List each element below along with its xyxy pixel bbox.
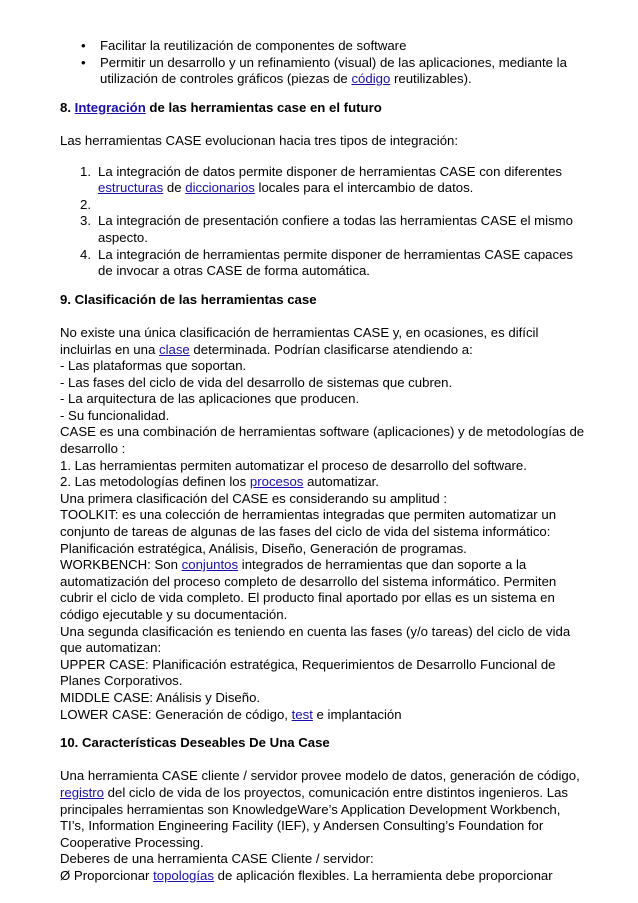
bullet-item: • Permitir un desarrollo y un refinamiento (visual) de las aplicaciones, mediante la utilización de controles gráficos (piezas de código reutilizables). xyxy=(60,55,586,88)
text-line: 1. Las herramientas permiten automatizar el proceso de desarrollo del software. xyxy=(60,457,527,473)
text-line: - Las plataformas que soportan. xyxy=(60,358,247,374)
text-line: - Su funcionalidad. xyxy=(60,407,170,423)
list-item: 4. La integración de herramientas permite disponer de herramientas CASE capaces de invocar a otras CASE de forma automática. xyxy=(80,246,574,279)
text-line: Una primera clasificación del CASE es considerando su amplitud : xyxy=(60,490,448,506)
feature-bullet-list xyxy=(60,38,586,88)
text-line: Planificación estratégica, Análisis, Diseño, Generación de programas. xyxy=(60,540,467,556)
text-line: Deberes de una herramienta CASE Cliente / servidor: xyxy=(60,851,374,867)
section-9-heading: 9. Clasificación de las herramientas case xyxy=(60,291,317,307)
section-10-body xyxy=(60,768,586,884)
integration-list xyxy=(60,164,586,280)
link-diccionarios[interactable]: diccionarios xyxy=(185,180,255,196)
link-topologias[interactable]: topologías xyxy=(153,867,214,883)
link-test[interactable]: test xyxy=(291,706,313,722)
text-line: UPPER CASE: Planificación estratégica, Requerimientos de Desarrollo Funcional de Planes Corporativos. xyxy=(60,656,556,689)
text-line: - Las fases del ciclo de vida del desarrollo de sistemas que cubren. xyxy=(60,374,453,390)
text-line: TOOLKIT: es una colección de herramientas integradas que permiten automatizar un conjunto de tareas de algunas de las fases del ciclo de vida del sistema informático: xyxy=(60,507,557,540)
text-line: LOWER CASE: Generación de código, test e implantación xyxy=(60,706,402,722)
link-codigo[interactable]: código xyxy=(351,71,391,87)
text-line: 2. Las metodologías definen los procesos automatizar. xyxy=(60,474,379,490)
bullet-item: • Facilitar la reutilización de componentes de software xyxy=(60,38,586,55)
text-line: MIDDLE CASE: Análisis y Diseño. xyxy=(60,689,261,705)
text-line: WORKBENCH: Son conjuntos integrados de herramientas que dan soporte a la automatización del proceso completo de desarrollo del sistema informático. Permiten cubrir el ciclo de vida completo. El producto final aportado por ellas es un sistema en código ejecutable y su documentación. xyxy=(60,557,557,622)
section-10-heading: 10. Características Deseables De Una Case xyxy=(60,735,330,751)
text-line: Una herramienta CASE cliente / servidor provee modelo de datos, generación de código, registro del ciclo de vida de los proyectos, comunicación entre distintos ingenieros. Las principales herramientas son KnowledgeWare’s Application Development Workbench, TI’s, Information Engineering Facility (IEF), y Andersen Consulting’s Foundation for Cooperative Processing. xyxy=(60,768,580,850)
list-item: 1. La integración de datos permite disponer de herramientas CASE con diferentes estructuras de diccionarios locales para el intercambio de datos. xyxy=(80,163,563,196)
list-item: 3. La integración de presentación confiere a todas las herramientas CASE el mismo aspecto. xyxy=(80,213,574,245)
text-line: Una segunda clasificación es teniendo en cuenta las fases (y/o tareas) del ciclo de vida que automatizan: xyxy=(60,623,571,656)
link-clase[interactable]: clase xyxy=(158,341,190,357)
link-registro[interactable]: registro xyxy=(60,784,104,800)
text-line: Ø Proporcionar topologías de aplicación flexibles. La herramienta debe proporcionar xyxy=(60,867,553,883)
list-item: 2. xyxy=(80,196,91,212)
section-8-heading: 8. Integración de las herramientas case en el futuro xyxy=(60,99,382,115)
document-page xyxy=(60,38,586,885)
section-9-body xyxy=(60,325,586,723)
link-conjuntos[interactable]: conjuntos xyxy=(181,557,239,573)
text-line: CASE es una combinación de herramientas software (aplicaciones) y de metodologías de desarrollo : xyxy=(60,424,585,457)
text-line: No existe una única clasificación de herramientas CASE y, en ocasiones, es difícil incluirlas en una clase determinada. Podrían clasificarse atendiendo a: xyxy=(60,324,539,357)
link-estructuras[interactable]: estructuras xyxy=(98,180,164,196)
text-line: - La arquitectura de las aplicaciones que producen. xyxy=(60,391,360,407)
link-integracion[interactable]: Integración xyxy=(74,99,146,115)
link-procesos[interactable]: procesos xyxy=(249,474,304,490)
section-8-intro: Las herramientas CASE evolucionan hacia tres tipos de integración: xyxy=(60,132,459,148)
